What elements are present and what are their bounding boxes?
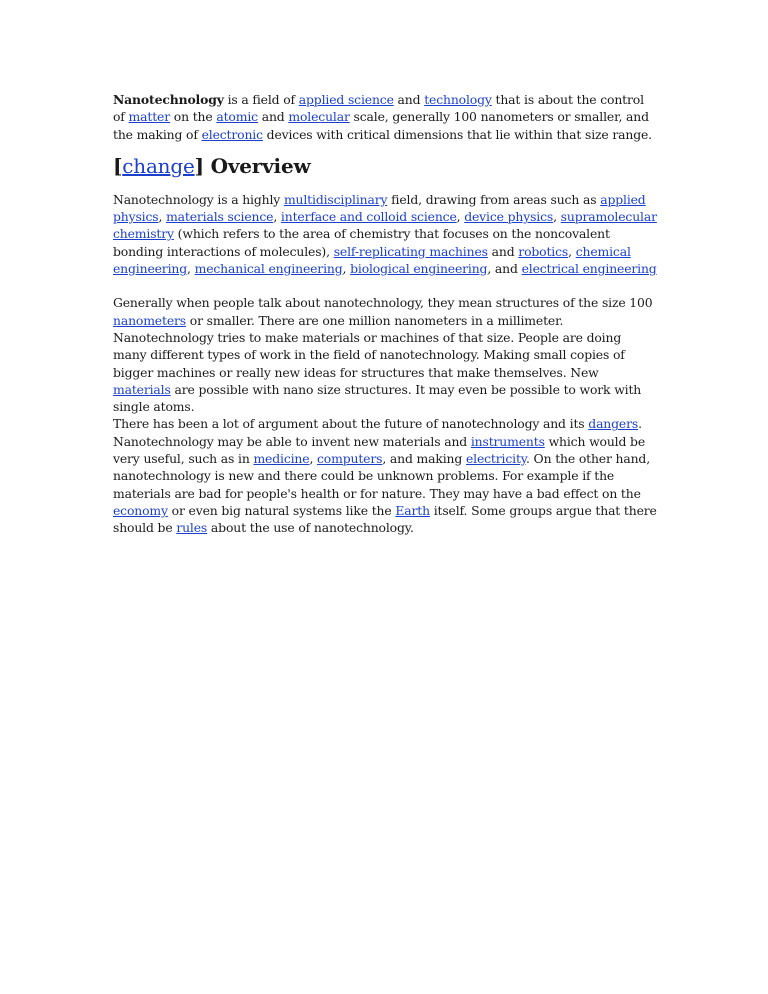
article-body <box>113 91 658 537</box>
link-robotics[interactable]: robotics <box>518 243 569 259</box>
text: devices with critical dimensions that lie within that size range. <box>262 126 652 142</box>
link-computers[interactable]: computers <box>317 451 383 467</box>
text: which would be very useful, such as in <box>113 433 646 467</box>
text: , <box>273 209 281 225</box>
link-electrical-engineering[interactable]: electrical engineering <box>521 261 657 277</box>
text: and <box>487 243 519 259</box>
general-paragraph <box>113 294 658 536</box>
text: scale, generally 100 nanometers or smaller, and the making of <box>113 109 649 142</box>
text: , and <box>487 261 522 277</box>
edit-section-link[interactable]: change <box>122 153 195 178</box>
link-rules[interactable]: rules <box>176 520 208 536</box>
link-materials[interactable]: materials <box>113 381 171 397</box>
text: or smaller. There are one million nanometers in a millimeter. Nanotechnology tries to make materials or machines of that size. People are doing many different types of work in the field of nanotechnology. Making small copies of bigger machines or really new ideas for structures that make themselves. New <box>113 312 625 380</box>
text: Generally when people talk about nanotechnology, they mean structures of the size 100 <box>113 295 653 311</box>
link-nanometers[interactable]: nanometers <box>113 312 186 328</box>
link-molecular[interactable]: molecular <box>288 109 350 125</box>
link-chemical-engineering[interactable]: chemical engineering <box>113 243 631 277</box>
link-electronic[interactable]: electronic <box>201 126 263 142</box>
link-earth[interactable]: Earth <box>395 502 430 518</box>
link-medicine[interactable]: medicine <box>253 451 310 467</box>
link-mechanical-engineering[interactable]: mechanical engineering <box>194 261 343 277</box>
text: are possible with nano size structures. It may even be possible to work with single atoms. <box>113 381 642 415</box>
text: about the use of nanotechnology. <box>207 520 414 536</box>
text: , <box>456 209 465 225</box>
text: There has been a lot of argument about the future of nanotechnology and its <box>113 416 589 432</box>
text: , <box>158 209 167 225</box>
bracket-close: ] <box>194 153 204 178</box>
link-matter[interactable]: matter <box>128 109 170 125</box>
overview-paragraph <box>113 191 658 277</box>
text: that is about the control of <box>113 92 644 125</box>
text: (which refers to the area of chemistry that focuses on the noncovalent bonding interactions of molecules), <box>113 226 610 259</box>
link-technology[interactable]: technology <box>424 92 492 107</box>
text: is a field of <box>223 92 299 107</box>
link-materials-science[interactable]: materials science <box>166 209 274 225</box>
text: field, drawing from areas such as <box>387 191 601 207</box>
text: , <box>309 451 318 467</box>
text: itself. Some groups argue that there should be <box>113 502 657 536</box>
section-heading-overview <box>113 154 658 178</box>
link-supramolecular-chemistry[interactable]: supramolecular chemistry <box>113 209 657 242</box>
link-interface-colloid-science[interactable]: interface and colloid science <box>280 209 457 225</box>
link-atomic[interactable]: atomic <box>216 109 258 125</box>
bracket-open: [ <box>113 153 123 178</box>
text: , and making <box>382 451 466 467</box>
text: on the <box>170 109 217 125</box>
link-applied-physics[interactable]: applied physics <box>113 191 646 225</box>
text: or even big natural systems like the <box>167 502 396 518</box>
link-applied-science[interactable]: applied science <box>298 92 394 107</box>
text: . Nanotechnology may be able to invent new materials and <box>113 416 642 449</box>
text: , <box>568 243 576 259</box>
text: and <box>393 92 425 107</box>
link-electricity[interactable]: electricity <box>465 451 526 467</box>
text: , <box>187 261 195 277</box>
link-economy[interactable]: economy <box>113 502 168 518</box>
link-biological-engineering[interactable]: biological engineering <box>350 261 488 277</box>
link-instruments[interactable]: instruments <box>470 433 545 449</box>
text: , <box>342 261 351 277</box>
section-title: Overview <box>203 153 311 178</box>
text: . On the other hand, nanotechnology is new and there could be unknown problems. For example if the materials are bad for people's health or for nature. They may have a bad effect on the <box>113 451 651 501</box>
text: Nanotechnology is a highly <box>113 191 284 207</box>
link-self-replicating-machines[interactable]: self-replicating machines <box>333 243 488 259</box>
text: , <box>553 209 561 225</box>
text: and <box>257 109 289 125</box>
term-nanotechnology: Nanotechnology <box>113 92 224 107</box>
link-device-physics[interactable]: device physics <box>464 209 554 225</box>
intro-paragraph <box>113 91 658 143</box>
link-dangers[interactable]: dangers <box>588 416 639 432</box>
link-multidisciplinary[interactable]: multidisciplinary <box>283 191 388 207</box>
